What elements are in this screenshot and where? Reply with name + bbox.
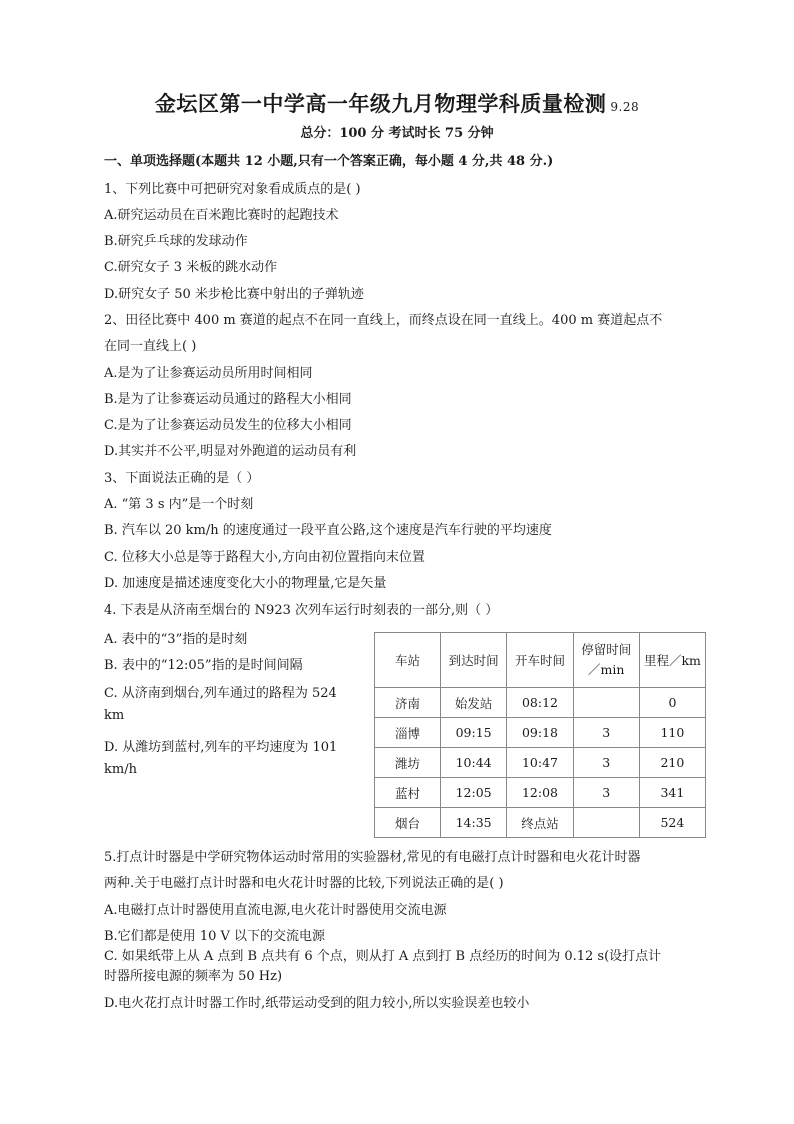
exam-title (0, 88, 794, 118)
q5-option-d: D.电火花打点计时器工作时,纸带运动受到的阻力较小,所以实验误差也较小 (104, 996, 530, 1011)
table-cell: 14:35 (440, 808, 506, 838)
table-row (375, 748, 706, 778)
q4-option-a: A. 表中的“3”指的是时刻 (104, 632, 248, 647)
table-header-stop-line2: ／min (588, 662, 625, 677)
table-row (375, 718, 706, 748)
q5-stem-line1: 5.打点计时器是中学研究物体运动时常用的实验器材,常见的有电磁打点计时器和电火花计时器 (104, 850, 641, 865)
table-cell: 08:12 (507, 688, 573, 718)
table-cell: 始发站 (440, 688, 506, 718)
q4-option-c-line1: C. 从济南到烟台,列车通过的路程为 524 (104, 686, 337, 701)
table-cell: 烟台 (375, 808, 441, 838)
table-header-stop (573, 633, 639, 688)
q1-stem: 1、下列比赛中可把研究对象看成质点的是( ) (104, 182, 361, 197)
table-cell: 3 (573, 748, 639, 778)
q3-option-b: B. 汽车以 20 km/h 的速度通过一段平直公路,这个速度是汽车行驶的平均速度 (104, 523, 552, 538)
q3-option-c: C. 位移大小总是等于路程大小,方向由初位置指向末位置 (104, 550, 425, 565)
table-cell: 终点站 (507, 808, 573, 838)
table-header-station: 车站 (375, 633, 441, 688)
table-cell: 524 (639, 808, 705, 838)
table-cell: 12:08 (507, 778, 573, 808)
table-header-stop-line1: 停留时间 (581, 642, 632, 657)
q4-option-c-line2: km (104, 708, 125, 723)
table-cell: 3 (573, 778, 639, 808)
q4-stem: 4. 下表是从济南至烟台的 N923 次列车运行时刻表的一部分,则（ ） (104, 603, 499, 618)
q1-option-d: D.研究女子 50 米步枪比赛中射出的子弹轨迹 (104, 287, 364, 302)
table-row (375, 688, 706, 718)
q3-option-a: A. “第 3 s 内”是一个时刻 (104, 497, 254, 512)
q2-option-c: C.是为了让参赛运动员发生的位移大小相同 (104, 418, 352, 433)
q2-stem-line2: 在同一直线上( ) (104, 339, 197, 354)
q5-option-a: A.电磁打点计时器使用直流电源,电火花计时器使用交流电源 (104, 903, 447, 918)
table-row (375, 778, 706, 808)
exam-subtitle: 总分：100 分 考试时长 75 分钟 (300, 126, 494, 141)
q1-option-b: B.研究乒乓球的发球动作 (104, 234, 248, 249)
table-cell: 110 (639, 718, 705, 748)
table-cell: 蓝村 (375, 778, 441, 808)
table-header-row (375, 633, 706, 688)
train-timetable (374, 632, 706, 838)
table-cell (573, 808, 639, 838)
table-cell: 10:44 (440, 748, 506, 778)
q2-option-b: B.是为了让参赛运动员通过的路程大小相同 (104, 392, 352, 407)
table-cell: 12:05 (440, 778, 506, 808)
q5-stem-line2: 两种.关于电磁打点计时器和电火花计时器的比较,下列说法正确的是( ) (104, 876, 504, 891)
q4-option-b: B. 表中的“12:05”指的是时间间隔 (104, 658, 303, 673)
table-cell (573, 688, 639, 718)
table-header-distance: 里程／km (639, 633, 705, 688)
q5-option-c-line1: C. 如果纸带上从 A 点到 B 点共有 6 个点，则从打 A 点到打 B 点经历的时间为 0.12 s(设打点计 (104, 949, 662, 964)
table-cell: 0 (639, 688, 705, 718)
exam-title-text: 金坛区第一中学高一年级九月物理学科质量检测 (154, 91, 607, 116)
section-heading: 一、单项选择题(本题共 12 小题,只有一个答案正确，每小题 4 分,共 48 分.) (104, 154, 554, 169)
table-cell: 210 (639, 748, 705, 778)
q1-option-a: A.研究运动员在百米跑比赛时的起跑技术 (104, 208, 339, 223)
q2-stem-line1: 2、田径比赛中 400 m 赛道的起点不在同一直线上，而终点设在同一直线上。400 m 赛道起点不 (104, 313, 663, 328)
q3-option-d: D. 加速度是描述速度变化大小的物理量,它是矢量 (104, 576, 387, 591)
table-header-arrival: 到达时间 (440, 633, 506, 688)
q4-option-d-line2: km/h (104, 762, 137, 777)
table-cell: 潍坊 (375, 748, 441, 778)
table-cell: 淄博 (375, 718, 441, 748)
q5-option-b: B.它们都是使用 10 V 以下的交流电源 (104, 929, 326, 944)
q4-option-d-line1: D. 从潍坊到蓝村,列车的平均速度为 101 (104, 740, 338, 755)
table-cell: 3 (573, 718, 639, 748)
table-row (375, 808, 706, 838)
q5-option-c-line2: 时器所接电源的频率为 50 Hz) (104, 969, 283, 984)
table-header-departure: 开车时间 (507, 633, 573, 688)
q2-option-a: A.是为了让参赛运动员所用时间相同 (104, 366, 313, 381)
table-cell: 09:18 (507, 718, 573, 748)
q3-stem: 3、下面说法正确的是（ ） (104, 471, 260, 486)
table-cell: 济南 (375, 688, 441, 718)
exam-date: 9.28 (610, 100, 640, 114)
table-cell: 10:47 (507, 748, 573, 778)
table-cell: 09:15 (440, 718, 506, 748)
q1-option-c: C.研究女子 3 米板的跳水动作 (104, 260, 278, 275)
q2-option-d: D.其实并不公平,明显对外跑道的运动员有利 (104, 444, 357, 459)
table-cell: 341 (639, 778, 705, 808)
